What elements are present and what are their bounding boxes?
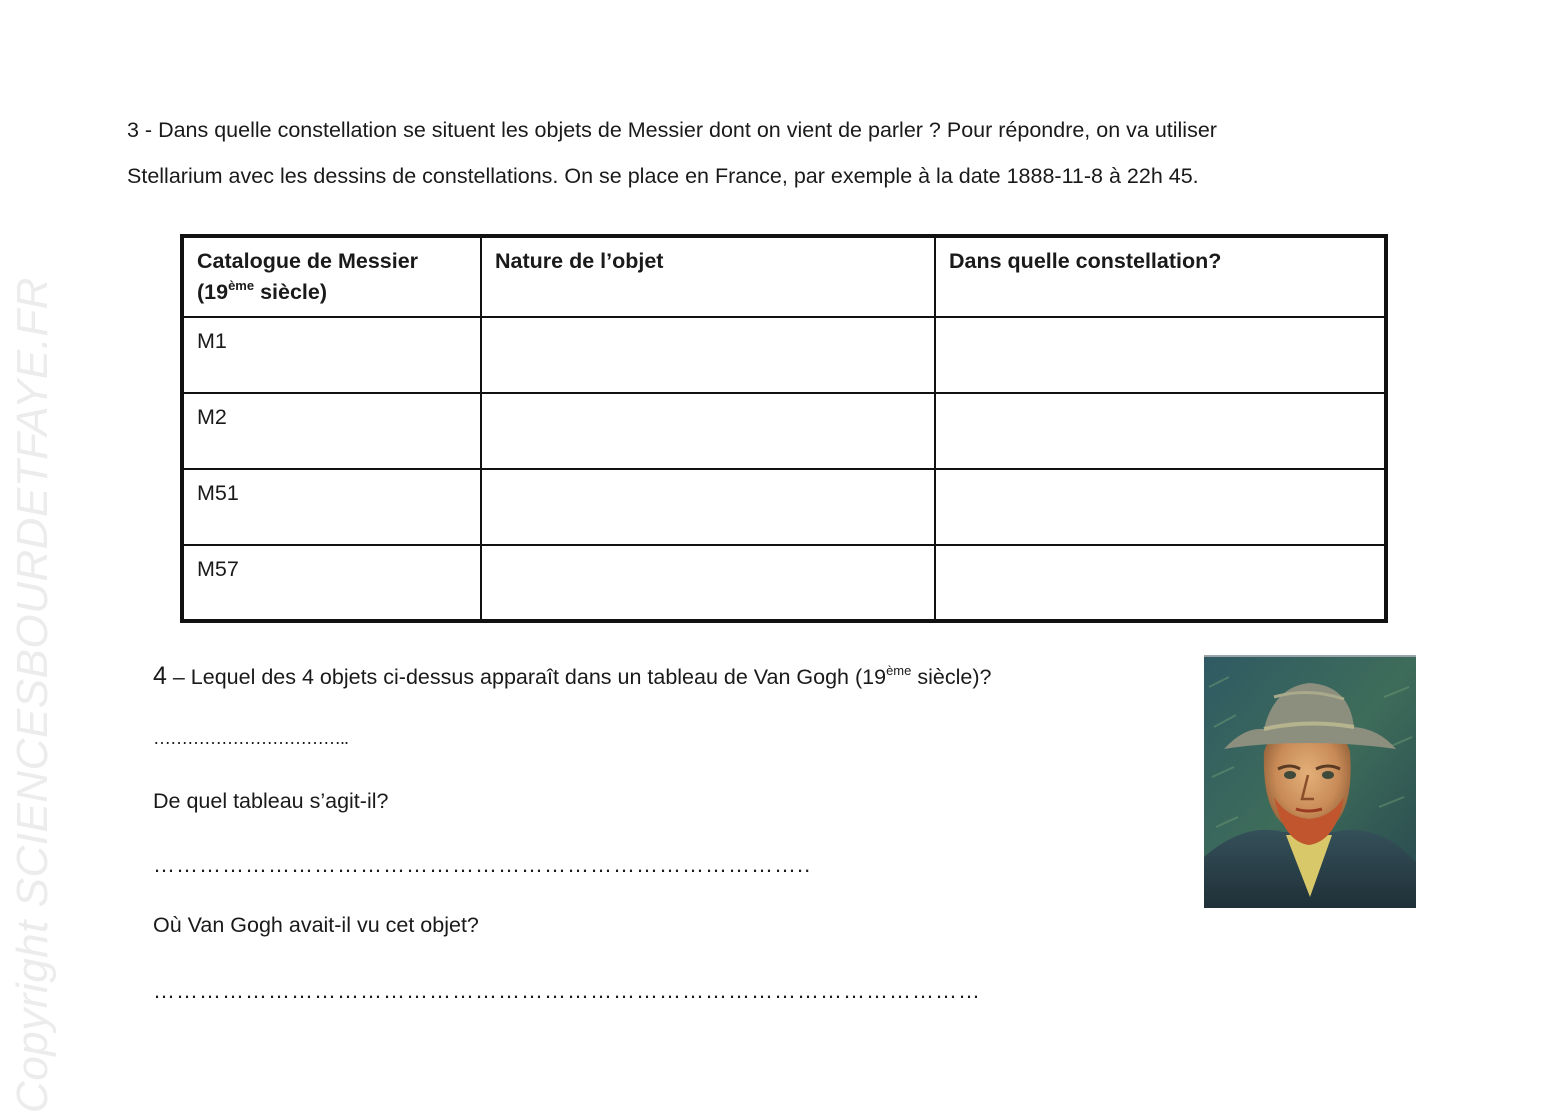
answer-line-object[interactable]: …………………………….. xyxy=(153,728,349,748)
header-constellation: Dans quelle constellation? xyxy=(935,236,1386,317)
question-4-title xyxy=(153,662,991,691)
cell-constellation-answer[interactable] xyxy=(935,469,1386,545)
cell-catalogue: M57 xyxy=(182,545,481,621)
cell-constellation-answer[interactable] xyxy=(935,393,1386,469)
cell-nature-answer[interactable] xyxy=(481,545,935,621)
question-4-number: 4 xyxy=(153,662,167,690)
sub-question-where: Où Van Gogh avait-il vu cet objet? xyxy=(153,913,479,937)
header-catalogue-close: siècle) xyxy=(254,280,328,304)
question-3-line-2: Stellarium avec les dessins de constellations. On se place en France, par exemple à la date 1888-11-8 à 22h 45. xyxy=(127,164,1199,188)
question-4-sup: ème xyxy=(886,663,912,678)
header-catalogue-open: (19 xyxy=(197,280,229,304)
cell-constellation-answer[interactable] xyxy=(935,317,1386,393)
table-row xyxy=(182,469,1386,545)
header-catalogue-line1: Catalogue de Messier xyxy=(197,249,419,273)
answer-line-painting[interactable]: ………………………………………………………………………….. xyxy=(153,852,812,877)
watermark-text: Copyright SCIENCESBOURDETFAYE.FR xyxy=(8,277,57,1113)
cell-nature-answer[interactable] xyxy=(481,469,935,545)
table-row xyxy=(182,393,1386,469)
copyright-watermark xyxy=(8,277,58,1113)
messier-table xyxy=(180,234,1388,623)
table-row xyxy=(182,545,1386,621)
cell-nature-answer[interactable] xyxy=(481,317,935,393)
header-catalogue xyxy=(182,236,481,317)
table-row xyxy=(182,317,1386,393)
header-nature: Nature de l’objet xyxy=(481,236,935,317)
question-3-line-1: 3 - Dans quelle constellation se situent les objets de Messier dont on vient de parler ? Pour répondre, on va utiliser xyxy=(127,118,1217,142)
header-catalogue-sup: ème xyxy=(228,278,255,293)
question-4-text-after: siècle)? xyxy=(911,665,992,689)
cell-nature-answer[interactable] xyxy=(481,393,935,469)
cell-catalogue: M1 xyxy=(182,317,481,393)
table-header-row xyxy=(182,236,1386,317)
cell-constellation-answer[interactable] xyxy=(935,545,1386,621)
cell-catalogue: M2 xyxy=(182,393,481,469)
sub-question-painting: De quel tableau s’agit-il? xyxy=(153,789,389,813)
van-gogh-portrait-image xyxy=(1204,655,1416,910)
cell-catalogue: M51 xyxy=(182,469,481,545)
question-4-text-before: – Lequel des 4 objets ci-dessus apparaît dans un tableau de Van Gogh (19 xyxy=(166,665,887,689)
answer-line-where[interactable]: ……………………………………………………………………………………………… xyxy=(153,978,981,1003)
